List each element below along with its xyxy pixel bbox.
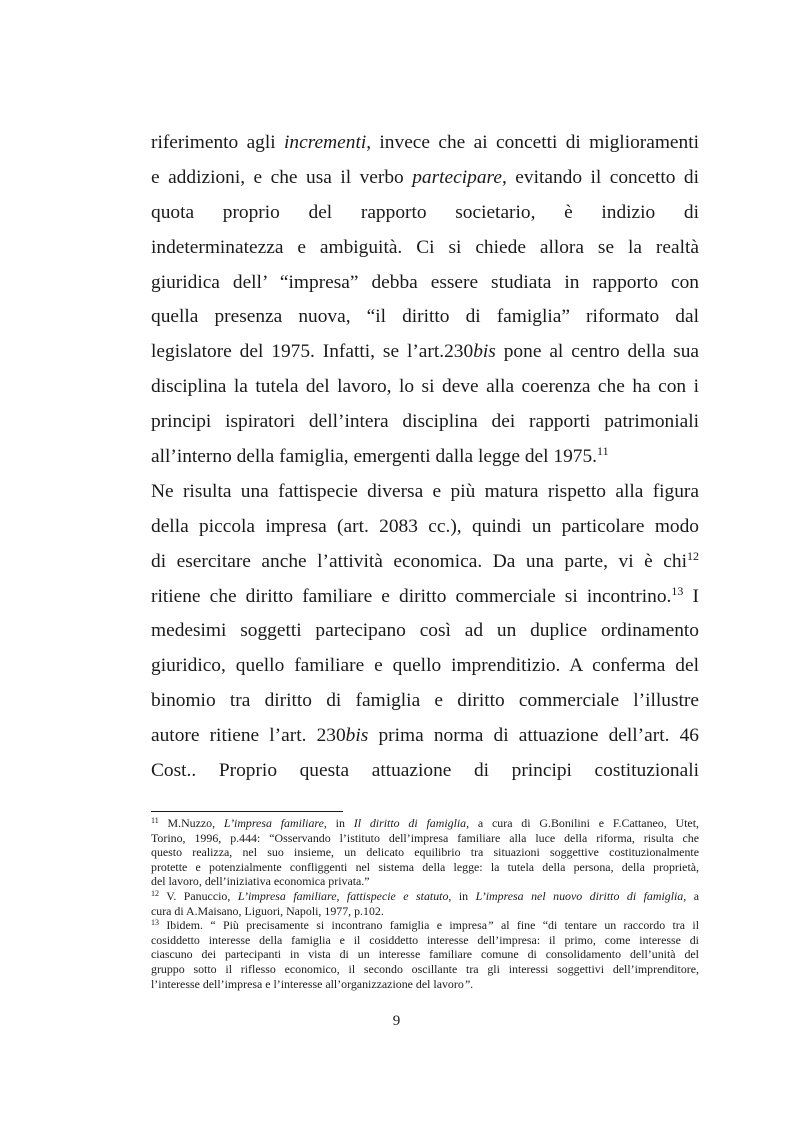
text-segment: questo realizza, nel suo insieme, un delicato equilibrio tra situazioni soggettive costituzionalmente	[151, 845, 699, 860]
text-line	[151, 684, 699, 719]
text-segment: binomio tra diritto di famiglia e diritto commerciale l’illustre	[151, 690, 699, 712]
text-segment: al fine “di tentare un raccordo tra il	[493, 918, 699, 933]
main-text	[151, 126, 699, 789]
text-line	[151, 196, 699, 231]
italic-text: bis	[345, 725, 369, 747]
text-segment: prima norma di attuazione dell’art. 46	[368, 725, 699, 747]
text-segment: all’interno della famiglia, emergenti dalla legge del 1975.	[151, 446, 598, 468]
italic-text: L’impresa nel nuovo diritto di famiglia	[475, 888, 684, 903]
text-segment: e addizioni, e che usa il verbo	[151, 166, 413, 188]
text-line	[151, 475, 699, 510]
text-segment: quota proprio del rapporto societario, è indizio di	[151, 201, 699, 223]
footnotes	[151, 816, 699, 991]
footnote-ref: 13	[671, 583, 684, 598]
text-segment: l’interesse dell’impresa e l’interesse all’organizzazione del lavoro	[151, 976, 464, 991]
text-line	[151, 231, 699, 266]
text-segment: cura di A.Maisano, Liguori, Napoli, 1977, p.102.	[151, 903, 384, 918]
italic-text: Il diritto di famiglia	[353, 816, 467, 830]
text-segment: indeterminatezza e ambiguità. Ci si chiede allora se la realtà	[151, 236, 699, 258]
footnote-line	[151, 947, 699, 962]
text-line	[151, 719, 699, 754]
text-segment: medesimi soggetti partecipano così ad un duplice ordinamento	[151, 620, 699, 642]
text-segment: cosiddetto interesse della famiglia e il cosiddetto interesse dell’impresa: il primo, come interesse di	[151, 932, 699, 947]
italic-text: ”	[487, 918, 494, 933]
footnote-line	[151, 904, 699, 919]
text-segment: , a	[683, 888, 700, 903]
text-segment: M.Nuzzo,	[158, 816, 224, 830]
footnote-separator	[151, 811, 343, 812]
text-segment: di esercitare anche l’attività economica. Da una parte, vi è chi	[151, 550, 687, 572]
text-segment: della piccola impresa (art. 2083 cc.), quindi un particolare modo	[151, 515, 699, 537]
text-segment: quella presenza nuova, “il diritto di famiglia” riformato dal	[151, 306, 699, 328]
text-line	[151, 300, 699, 335]
text-line	[151, 545, 699, 580]
text-line	[151, 754, 699, 789]
text-line	[151, 335, 699, 370]
text-line	[151, 266, 699, 301]
italic-text: ”.	[463, 976, 474, 991]
italic-text: partecipare	[412, 166, 502, 188]
footnote-line	[151, 816, 699, 831]
text-segment: , evitando il concetto di	[501, 166, 699, 188]
text-segment: ciascuno dei partecipanti in vista di un interesse familiare comune di consolidamento dell’unità del	[151, 947, 699, 962]
italic-text: incrementi	[284, 132, 367, 153]
text-line	[151, 510, 699, 545]
text-segment: I	[683, 585, 699, 607]
text-segment: pone al centro della sua	[495, 341, 699, 363]
text-segment: Ne risulta una fattispecie diversa e più matura rispetto alla figura	[151, 480, 699, 502]
footnote-line	[151, 889, 699, 904]
text-segment: legislatore del 1975. Infatti, se l’art.230	[151, 341, 474, 363]
italic-text: bis	[473, 341, 496, 363]
text-line	[151, 580, 699, 615]
page-number: 9	[392, 1013, 401, 1029]
text-segment: giuridica dell’ “impresa” debba essere studiata in rapporto con	[151, 271, 699, 293]
text-segment: V. Panuccio,	[159, 888, 238, 903]
footnote-line	[151, 860, 699, 875]
text-segment: giuridico, quello familiare e quello imprenditizio. A conferma del	[151, 655, 699, 677]
text-segment: principi ispiratori dell’intera disciplina dei rapporti patrimoniali	[151, 411, 699, 433]
italic-text: L’impresa familiare	[223, 816, 324, 830]
text-segment: , invece che ai concetti di miglioramenti	[366, 132, 700, 153]
text-line	[151, 614, 699, 649]
text-segment: Torino, 1996, p.444: “Osservando l’istituto dell’impresa familiare alla luce della riforma, risulta che	[151, 830, 699, 845]
text-segment: Ibidem. “ Più precisamente si incontrano famiglia e impresa	[159, 918, 487, 933]
footnote-ref: 13	[151, 918, 159, 928]
text-line	[151, 126, 699, 161]
footnote-line	[151, 962, 699, 977]
footnote-line	[151, 977, 699, 992]
footnote-ref: 11	[151, 816, 159, 825]
footnote-line	[151, 845, 699, 860]
footnote-ref: 11	[597, 444, 609, 459]
footnote-ref: 12	[687, 548, 699, 563]
text-segment: autore ritiene l’art. 230	[151, 725, 346, 747]
text-line	[151, 440, 699, 475]
text-line	[151, 161, 699, 196]
text-segment: , a cura di G.Bonilini e F.Cattaneo, Utet,	[466, 816, 699, 830]
text-segment: riferimento agli	[151, 132, 285, 153]
footnote-line	[151, 918, 699, 933]
text-segment: , in	[448, 888, 476, 903]
footnote-line	[151, 831, 699, 846]
text-line	[151, 649, 699, 684]
text-segment: Cost.. Proprio questa attuazione di principi costituzionali	[151, 760, 699, 782]
text-segment: disciplina la tutela del lavoro, lo si deve alla coerenza che ha con i	[151, 376, 699, 398]
text-segment: del lavoro, dell’iniziativa economica privata.”	[151, 874, 370, 889]
italic-text: L’impresa familiare, fattispecie e statuto	[237, 888, 449, 903]
footnote-line	[151, 874, 699, 889]
text-line	[151, 370, 699, 405]
text-segment: , in	[323, 816, 354, 830]
text-segment: gruppo sotto il riflesso economico, il secondo oscillante tra gli interessi soggettivi dell’imprenditore,	[151, 961, 699, 976]
footnote-ref: 12	[151, 888, 159, 898]
text-segment: protette e potenzialmente confliggenti nel sistema della legge: la tutela della persona, della proprietà,	[151, 859, 699, 874]
text-segment: ritiene che diritto familiare e diritto commerciale si incontrino.	[151, 585, 672, 607]
text-line	[151, 405, 699, 440]
footnote-line	[151, 933, 699, 948]
